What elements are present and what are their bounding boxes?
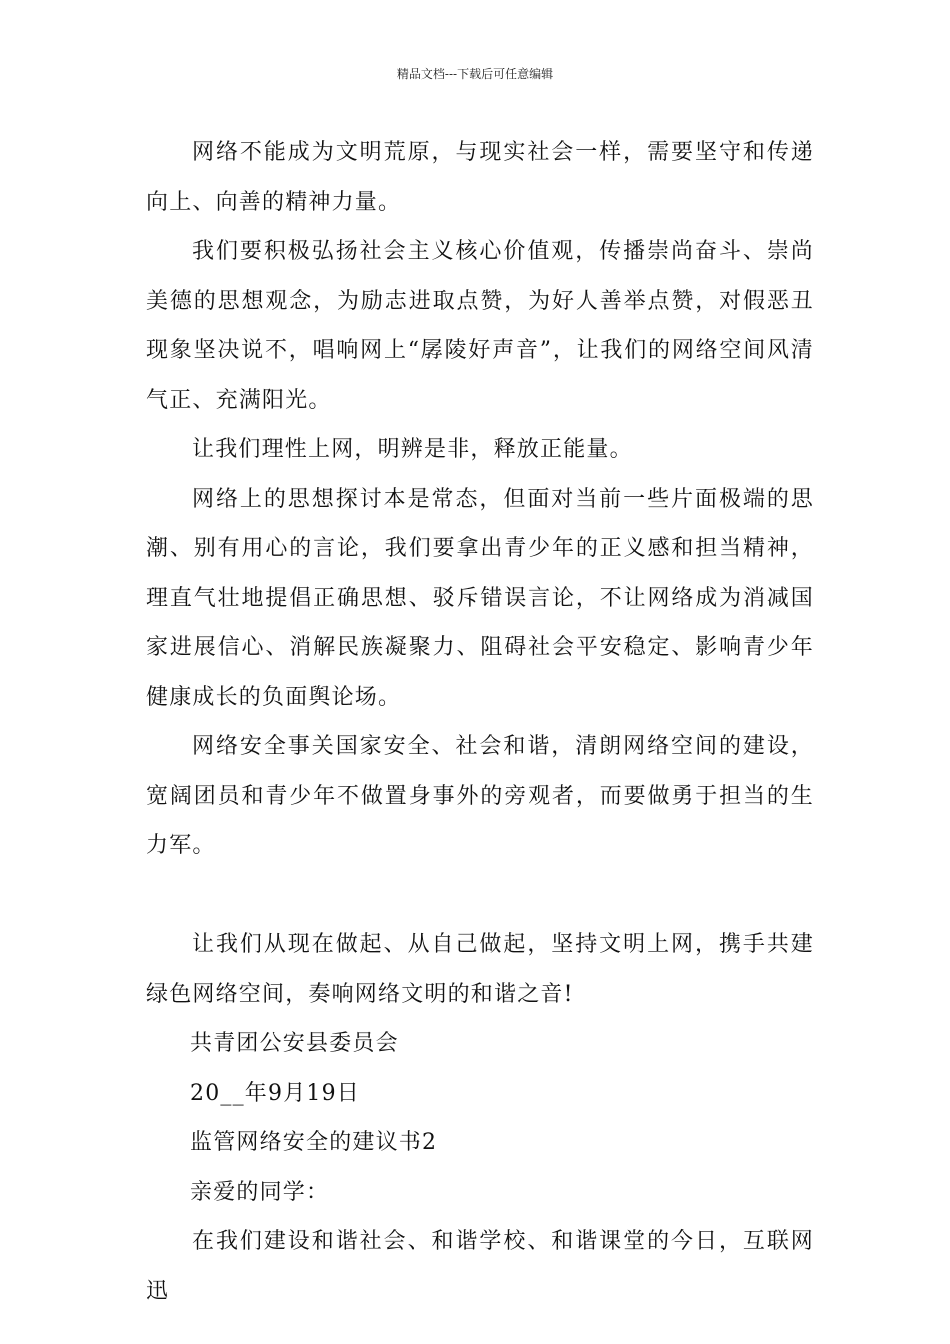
paragraph-7: 在我们建设和谐社会、和谐学校、和谐课堂的今日，互联网迅 <box>146 1229 814 1304</box>
signature-line: 共青团公安县委员会 <box>190 1031 399 1056</box>
document-body <box>146 128 814 1316</box>
paragraph-5: 网络安全事关国家安全、社会和谐，清朗网络空间的建设，宽阔团员和青少年不做置身事外的旁观者，而要做勇于担当的生力军。 <box>146 734 814 858</box>
paragraph-4: 网络上的思想探讨本是常态，但面对当前一些片面极端的思潮、别有用心的言论，我们要拿出青少年的正义感和担当精神，理直气壮地提倡正确思想、驳斥错误言论，不让网络成为消减国家进展信心、消解民族凝聚力、阻碍社会平安稳定、影响青少年健康成长的负面舆论场。 <box>146 486 814 710</box>
paragraph-6: 让我们从现在做起、从自己做起，坚持文明上网，携手共建绿色网络空间，奏响网络文明的和谐之音! <box>146 932 814 1007</box>
blank-line <box>146 871 814 921</box>
paragraph-2: 我们要积极弘扬社会主义核心价值观，传播崇尚奋斗、崇尚美德的思想观念，为励志进取点赞，为好人善举点赞，对假恶丑现象坚决说不，唱响网上“孱陵好声音”，让我们的网络空间风清气正、充满阳光。 <box>146 239 814 413</box>
section-title: 监管网络安全的建议书2 <box>190 1130 438 1155</box>
date-line: 20__年9月19日 <box>190 1080 360 1106</box>
page-header: 精品文档---下载后可任意编辑 <box>396 67 554 81</box>
paragraph-3: 让我们理性上网，明辨是非，释放正能量。 <box>192 437 633 462</box>
paragraph-1: 网络不能成为文明荒原，与现实社会一样，需要坚守和传递向上、向善的精神力量。 <box>146 140 814 215</box>
greeting-line: 亲爱的同学： <box>190 1179 330 1205</box>
